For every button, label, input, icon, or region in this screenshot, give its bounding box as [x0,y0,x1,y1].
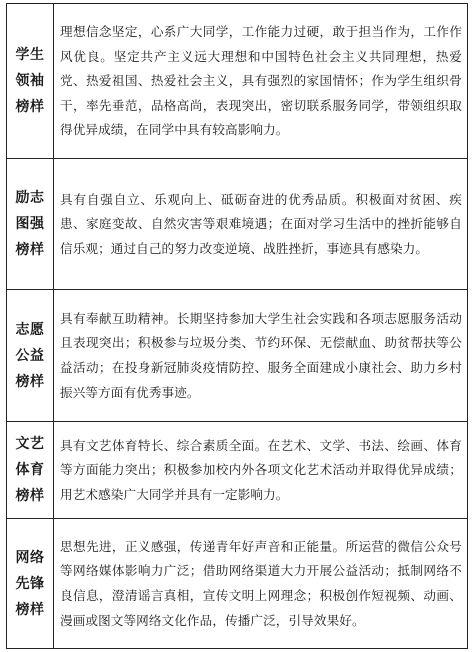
award-criteria-table [6,3,468,649]
category-label-line: 学生 [15,47,45,63]
category-cell [7,290,54,422]
table-row [7,4,468,159]
table-row [7,159,468,290]
category-label-line: 榜样 [15,601,45,618]
category-label-line: 榜样 [15,488,45,504]
description-cell: 具有文艺体育特长、综合素质全面。在艺术、文学、书法、绘画、体育等方面能力突出；积极参加校内外各项文化艺术活动并取得优异成绩；用艺术感染广大同学并具有一定影响力。 [54,422,468,519]
category-cell [7,519,54,649]
table-row [7,290,468,422]
category-label-line: 志愿 [15,321,45,338]
category-label-line: 榜样 [15,373,45,390]
description-cell: 思想先进，正义感强，传递青年好声音和正能量。所运营的微信公众号等网络媒体影响力广泛；借助网络渠道大力开展公益活动；抵制网络不良信息，澄清谣言真相，宣传文明上网理念；积极创作短视频、动画、漫画或图文等网络文化作品，传播广泛，引导效果好。 [54,519,468,649]
description-cell: 具有奉献互助精神。长期坚持参加大学生社会实践和各项志愿服务活动且表现突出；积极参与垃圾分类、节约环保、无偿献血、助贫帮扶等公益活动；在投身新冠肺炎疫情防控、服务全面建成小康社会、助力乡村振兴等方面有优秀事迹。 [54,290,468,422]
description-cell: 理想信念坚定，心系广大同学，工作能力过硬，敢于担当作为，工作作风优良。坚定共产主义远大理想和中国特色社会主义共同理想，热爱党、热爱祖国、热爱社会主义，具有强烈的家国情怀；作为学生组织骨干，率先垂范，品格高尚，表现突出，密切联系服务同学，带领组织取得优异成绩，在同学中具有较高影响力。 [54,4,468,159]
category-cell [7,4,54,159]
category-label-line: 先锋 [15,575,45,592]
category-label-line: 体育 [15,462,45,478]
category-label-line: 领袖 [15,73,45,89]
category-label-line: 励志 [15,190,45,206]
category-label-line: 图强 [15,216,45,232]
table-row [7,422,468,519]
category-label-line: 文艺 [15,436,45,452]
category-cell [7,159,54,290]
description-cell: 具有自强自立、乐观向上、砥砺奋进的优秀品质。积极面对贫困、疾患、家庭变故、自然灾害等艰难境遇；在面对学习生活中的挫折能够自信乐观；通过自己的努力改变逆境、战胜挫折，事迹具有感染力。 [54,159,468,290]
category-label-line: 网络 [15,549,45,566]
category-label-line: 榜样 [15,242,45,258]
category-label-line: 公益 [15,347,45,364]
category-cell [7,422,54,519]
table-row [7,519,468,649]
category-label-line: 榜样 [15,99,45,115]
